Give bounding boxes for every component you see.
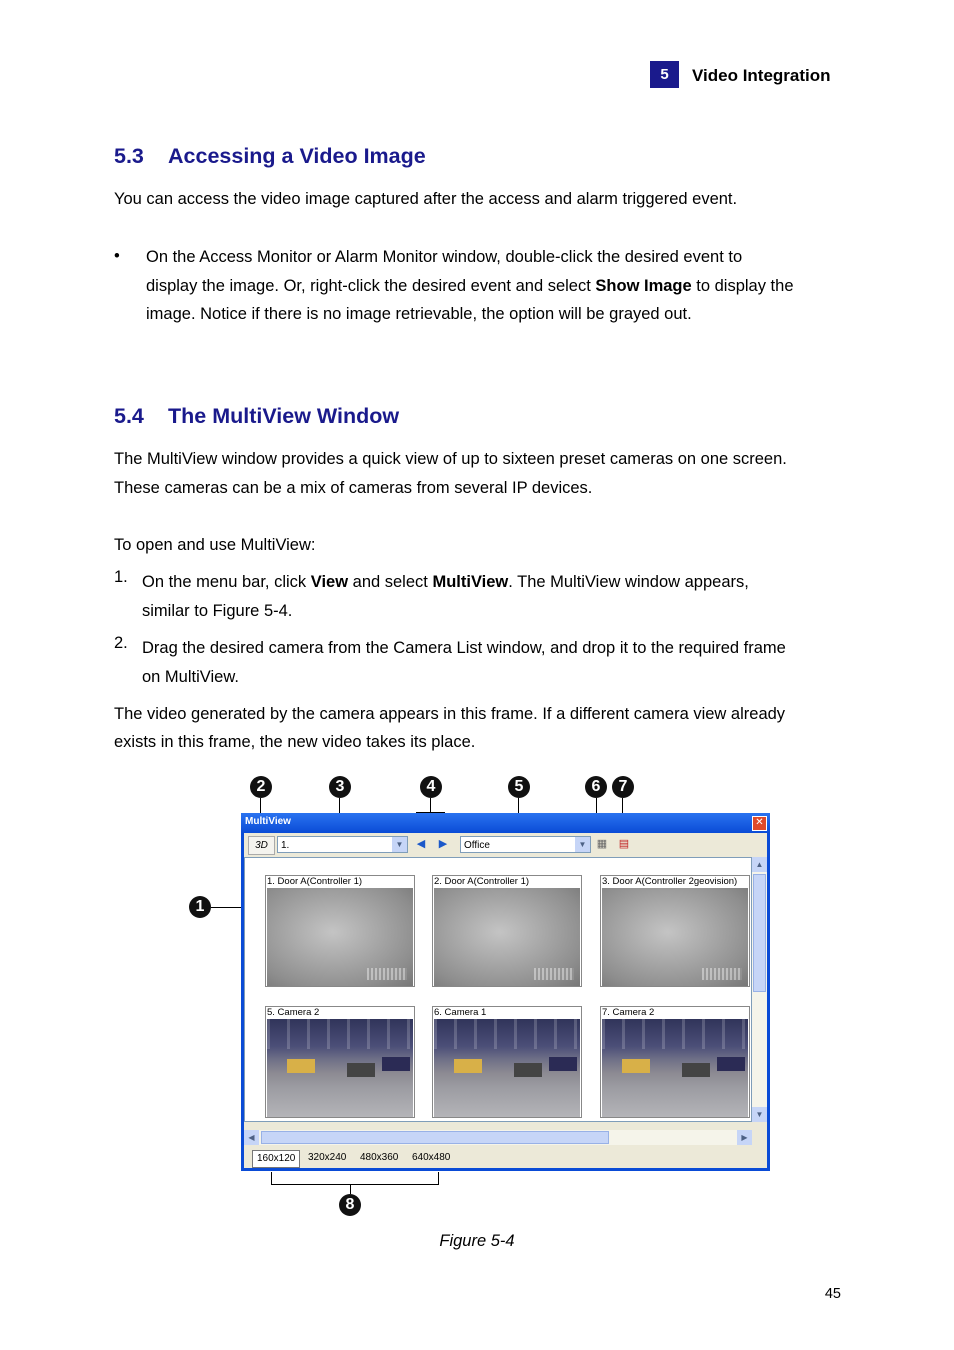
bullet-line [146, 272, 794, 301]
scroll-thumb[interactable] [261, 1131, 609, 1144]
camera-video-image [434, 888, 580, 986]
bullet-line: image. Notice if there is no image retrievable, the option will be grayed out. [146, 305, 692, 323]
multiview-window [241, 813, 770, 1171]
camera-frame-label: 6. Camera 1 [434, 1007, 487, 1018]
split-view-icon[interactable]: ▤ [618, 838, 630, 850]
bold-text: MultiView [432, 573, 509, 591]
section-title: Accessing a Video Image [168, 144, 426, 168]
paragraph-line: exists in this frame, the new video takes its place. [114, 733, 476, 751]
scroll-left-icon[interactable]: ◀ [244, 1130, 259, 1145]
layout-select[interactable] [277, 836, 408, 853]
callout-7: 7 [612, 776, 634, 798]
chapter-title: Video Integration [692, 66, 831, 85]
leader-line [430, 798, 431, 812]
callout-3: 3 [329, 776, 351, 798]
previous-page-icon[interactable]: ◀ [416, 838, 426, 850]
section-number: 5.3 [114, 144, 144, 168]
callout-8: 8 [339, 1194, 361, 1216]
section-heading-5-4 [114, 404, 399, 429]
section-title: The MultiView Window [168, 404, 400, 428]
list-number: 2. [114, 634, 128, 652]
camera-grid [244, 857, 752, 1122]
camera-frame[interactable] [265, 1006, 415, 1118]
callout-5: 5 [508, 776, 530, 798]
camera-video-image [602, 1019, 748, 1117]
camera-frame-label: 3. Door A(Controller 2geovision) [602, 876, 738, 887]
page-number: 45 [824, 1286, 841, 1302]
scroll-right-icon[interactable]: ▶ [737, 1130, 752, 1145]
camera-video-image [434, 1019, 580, 1117]
site-select[interactable] [460, 836, 591, 853]
text: On the menu bar, click [142, 573, 311, 591]
bullet-line: On the Access Monitor or Alarm Monitor window, double-click the desired event to [146, 248, 743, 266]
camera-frame[interactable] [600, 875, 750, 987]
list-item-line: Drag the desired camera from the Camera List window, and drop it to the required frame [142, 639, 786, 657]
paragraph: You can access the video image captured after the access and alarm triggered event. [114, 190, 738, 208]
section-number: 5.4 [114, 404, 144, 428]
3d-button[interactable]: 3D [248, 836, 275, 855]
text: display the image. Or, right-click the desired event and select [146, 277, 596, 295]
camera-video-image [267, 1019, 413, 1117]
scroll-up-icon[interactable]: ▲ [752, 857, 767, 872]
vertical-scrollbar[interactable] [752, 857, 767, 1122]
leader-line [350, 1184, 351, 1194]
callout-1: 1 [189, 896, 211, 918]
list-item-line: on MultiView. [142, 668, 239, 686]
camera-frame-label: 2. Door A(Controller 1) [434, 876, 530, 887]
chapter-number-badge: 5 [650, 61, 679, 88]
camera-frame[interactable] [600, 1006, 750, 1118]
window-client-area [244, 833, 767, 1168]
figure-caption: Figure 5-4 [439, 1232, 515, 1250]
camera-frame[interactable] [432, 875, 582, 987]
camera-video-image [267, 888, 413, 986]
grid-layout-icon[interactable]: ▦ [596, 838, 608, 850]
list-item-line: similar to Figure 5-4. [142, 602, 293, 620]
text: and select [348, 573, 433, 591]
horizontal-scrollbar[interactable] [244, 1130, 752, 1145]
paragraph-line: The MultiView window provides a quick view of up to sixteen preset cameras on one screen. [114, 450, 787, 468]
close-icon[interactable]: ✕ [752, 816, 767, 831]
paragraph-line: The video generated by the camera appears in this frame. If a different camera view already [114, 705, 786, 723]
bold-text: Show Image [595, 277, 692, 295]
section-heading-5-3 [114, 144, 426, 169]
resolution-tabs [244, 1148, 767, 1168]
text: . The MultiView window appears, [508, 573, 749, 591]
site-select-value: Office [464, 840, 490, 851]
callout-2: 2 [250, 776, 272, 798]
window-title: MultiView [245, 816, 291, 827]
camera-frame-label: 5. Camera 2 [267, 1007, 320, 1018]
camera-frame[interactable] [265, 875, 415, 987]
window-titlebar [241, 813, 770, 833]
tab-480x360[interactable]: 480x360 [360, 1152, 399, 1163]
tab-160x120[interactable]: 160x120 [252, 1150, 300, 1168]
chevron-down-icon[interactable]: ▼ [392, 837, 407, 852]
layout-select-value: 1. [281, 840, 290, 851]
camera-frame-label: 7. Camera 2 [602, 1007, 655, 1018]
bullet-marker: • [114, 247, 120, 265]
tab-320x240[interactable]: 320x240 [308, 1152, 347, 1163]
chevron-down-icon[interactable]: ▼ [575, 837, 590, 852]
list-number: 1. [114, 568, 128, 586]
next-page-icon[interactable]: ▶ [438, 838, 448, 850]
camera-video-image [602, 888, 748, 986]
text: to display the [691, 277, 794, 295]
tab-640x480[interactable]: 640x480 [412, 1152, 451, 1163]
toolbar [244, 833, 767, 857]
leader-line [271, 1184, 439, 1185]
camera-frame-label: 1. Door A(Controller 1) [267, 876, 363, 887]
paragraph-line: These cameras can be a mix of cameras from several IP devices. [114, 479, 593, 497]
bold-text: View [310, 573, 349, 591]
callout-6: 6 [585, 776, 607, 798]
list-item-line [142, 568, 749, 597]
camera-frame[interactable] [432, 1006, 582, 1118]
callout-4: 4 [420, 776, 442, 798]
scroll-thumb[interactable] [753, 874, 766, 992]
paragraph-line: To open and use MultiView: [114, 536, 316, 554]
scroll-down-icon[interactable]: ▼ [752, 1107, 767, 1122]
